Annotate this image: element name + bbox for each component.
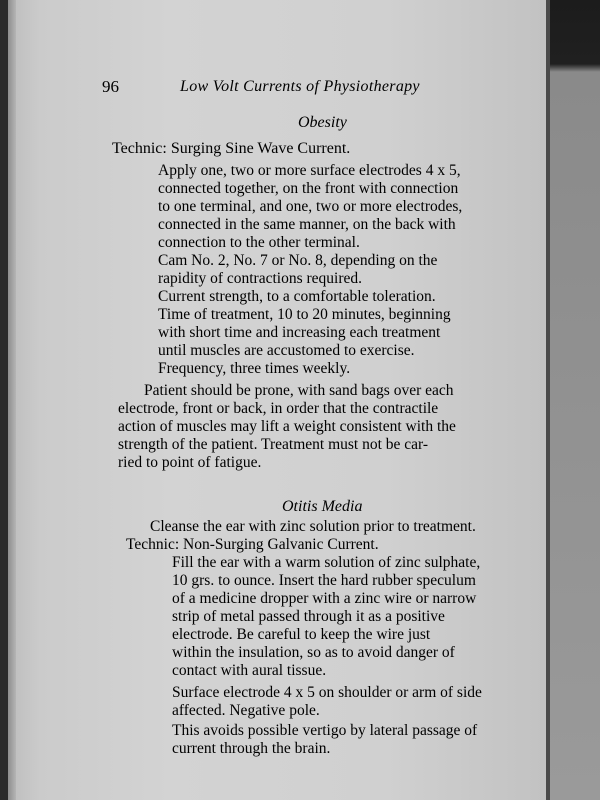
obesity-line: Apply one, two or more surface electrodes 4 x 5, bbox=[158, 162, 461, 179]
obesity-paragraph-line: strength of the patient. Treatment must not be car- bbox=[118, 436, 429, 453]
obesity-line: until muscles are accustomed to exercise. bbox=[158, 342, 415, 359]
otitis-line: Surface electrode 4 x 5 on shoulder or arm of side bbox=[172, 684, 482, 701]
obesity-line: connected in the same manner, on the back with bbox=[158, 216, 456, 233]
otitis-line: within the insulation, so as to avoid danger of bbox=[172, 644, 455, 661]
otitis-technic-line: Technic: Non-Surging Galvanic Current. bbox=[126, 536, 379, 553]
obesity-line: with short time and increasing each treatment bbox=[158, 324, 441, 341]
otitis-line: This avoids possible vertigo by lateral passage of bbox=[172, 722, 478, 739]
otitis-line: contact with aural tissue. bbox=[172, 662, 327, 679]
obesity-paragraph-line: action of muscles may lift a weight consistent with the bbox=[118, 418, 456, 435]
page-number: 96 bbox=[102, 77, 119, 96]
section-title-obesity: Obesity bbox=[298, 114, 347, 131]
book-spine bbox=[546, 0, 550, 800]
obesity-paragraph-line: electrode, front or back, in order that the contractile bbox=[118, 400, 439, 417]
background-surface bbox=[546, 0, 600, 800]
obesity-line: Current strength, to a comfortable toleration. bbox=[158, 288, 436, 305]
otitis-line: 10 grs. to ounce. Insert the hard rubber speculum bbox=[172, 572, 476, 589]
obesity-line: rapidity of contractions required. bbox=[158, 270, 363, 287]
running-header: Low Volt Currents of Physiotherapy bbox=[180, 78, 420, 95]
otitis-line: current through the brain. bbox=[172, 740, 331, 757]
obesity-paragraph-line: ried to point of fatigue. bbox=[118, 454, 262, 471]
otitis-line: Fill the ear with a warm solution of zinc sulphate, bbox=[172, 554, 481, 571]
obesity-line: connection to the other terminal. bbox=[158, 234, 360, 251]
otitis-line: Cleanse the ear with zinc solution prior to treatment. bbox=[150, 518, 476, 535]
obesity-line: Cam No. 2, No. 7 or No. 8, depending on the bbox=[158, 252, 438, 269]
obesity-technic-line: Technic: Surging Sine Wave Current. bbox=[112, 140, 351, 157]
otitis-line: strip of metal passed through it as a positive bbox=[172, 608, 445, 625]
obesity-line: connected together, on the front with connection bbox=[158, 180, 459, 197]
otitis-line: electrode. Be careful to keep the wire just bbox=[172, 626, 431, 643]
obesity-line: Frequency, three times weekly. bbox=[158, 360, 351, 377]
otitis-line: of a medicine dropper with a zinc wire or narrow bbox=[172, 590, 477, 607]
otitis-line: affected. Negative pole. bbox=[172, 702, 320, 719]
obesity-line: Time of treatment, 10 to 20 minutes, beginning bbox=[158, 306, 451, 323]
obesity-paragraph-line: Patient should be prone, with sand bags over each bbox=[144, 382, 454, 399]
page-gutter bbox=[8, 0, 16, 800]
section-title-otitis-media: Otitis Media bbox=[282, 498, 363, 515]
obesity-line: to one terminal, and one, two or more electrodes, bbox=[158, 198, 463, 215]
